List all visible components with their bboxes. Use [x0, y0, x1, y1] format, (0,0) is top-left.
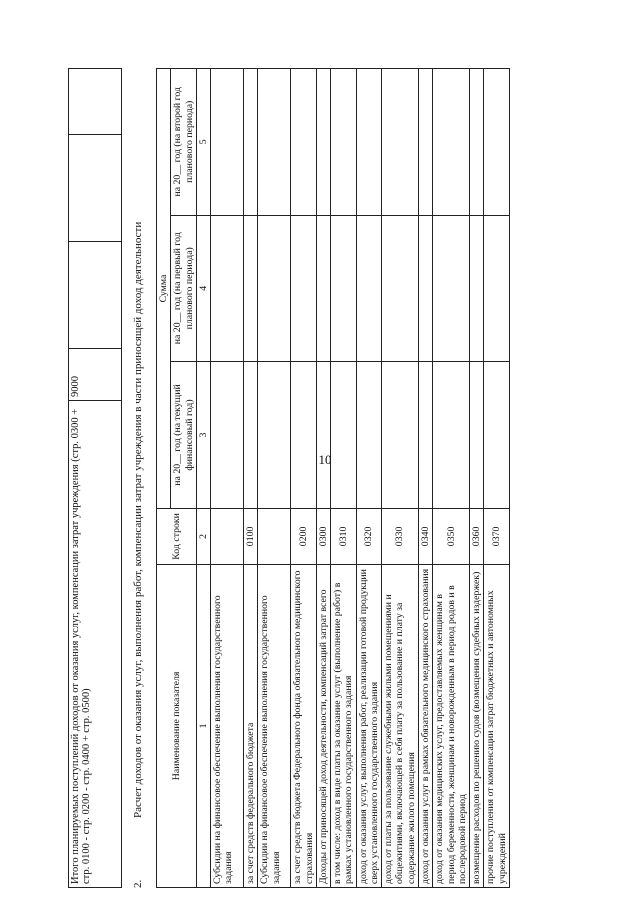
totals-table [68, 68, 122, 888]
row-name: возмещение расходов по решению судов (возмещения судебных издержек) [470, 564, 484, 887]
index-cell: 2 [196, 508, 210, 564]
row-name: Субсидии на финансовое обеспечение выполнения государственного задания [258, 564, 291, 887]
rotated-page-content [68, 58, 638, 888]
index-cell: 4 [196, 215, 210, 361]
table-row [356, 69, 382, 888]
row-code: 0300 [316, 508, 330, 564]
row-code: 0330 [382, 508, 419, 564]
totals-cell-3 [69, 69, 122, 135]
table-row [244, 69, 258, 888]
totals-cell-2 [69, 135, 122, 242]
row-code: 0100 [244, 508, 258, 564]
row-name: доход от оказания медицинских услуг, предоставляемых женщинам в период беременности, женщинам и новорожденным в период родов и в послеродовой период [433, 564, 470, 887]
row-code [258, 508, 291, 564]
row-code: 0200 [291, 508, 317, 564]
row-code: 0370 [484, 508, 510, 564]
row-name: за счет средств бюджета Федерального фонда обязательного медицинского страхования [291, 564, 317, 887]
page-number: 10 [318, 452, 332, 467]
totals-code: 9000 [69, 349, 122, 401]
section-number: 2. [132, 879, 144, 888]
table-row [211, 69, 244, 888]
row-name: в том числе: доход в виде платы за оказание услуг (выполнение работ) в рамках установленного государственного задания [331, 564, 357, 887]
table-row [382, 69, 419, 888]
row-code: 0350 [433, 508, 470, 564]
row-name: за счет средств федерального бюджета [244, 564, 258, 887]
column-index-row [196, 69, 210, 888]
row-code: 0310 [331, 508, 357, 564]
row-name: доход от платы за пользование служебными жилыми помещениями и общежитиями, включающей в себя плату за пользование и плату за содержание жилого помещения [382, 564, 419, 887]
row-code: 0320 [356, 508, 382, 564]
row-code: 0340 [418, 508, 432, 564]
section-heading [132, 68, 144, 888]
table-row [433, 69, 470, 888]
table-row [291, 69, 317, 888]
income-calculation-table [156, 68, 510, 888]
table-row [331, 69, 357, 888]
index-cell: 5 [196, 69, 210, 216]
table-row [258, 69, 291, 888]
header-sum: Сумма [157, 69, 171, 509]
table-row [316, 69, 330, 888]
index-cell: 3 [196, 362, 210, 509]
row-name: прочие поступления от компенсации затрат бюджетных и автономных учреждений [484, 564, 510, 887]
row-code [211, 508, 244, 564]
header-year-plan-2: на 20__ год (на второй год планового периода) [171, 69, 197, 216]
row-name: доход от оказания услуг, выполнения работ, реализации готовой продукции сверх установленного государственного задания [356, 564, 382, 887]
header-year-current: на 20__ год (на текущий финансовый год) [171, 362, 197, 509]
totals-cell-1 [69, 242, 122, 349]
header-name: Наименование показателя [157, 564, 197, 887]
table-row [470, 69, 484, 888]
table-row [484, 69, 510, 888]
row-name: доход от оказания услуг в рамках обязательного медицинского страхования [418, 564, 432, 887]
table-row [418, 69, 432, 888]
row-name: Субсидии на финансовое обеспечение выполнения государственного задания [211, 564, 244, 887]
totals-label: Итого планируемых поступлений доходов от оказания услуг, компенсации затрат учреждения (стр. 0300 + стр. 0100 - стр. 0200 - стр. 0400 + стр. 0500) [69, 401, 122, 888]
header-year-plan-1: на 20__ год (на первый год планового периода) [171, 215, 197, 361]
row-name: Доходы от приносящей доход деятельности, компенсаций затрат всего [316, 564, 330, 887]
section-title: Расчет доходов от оказания услуг, выполнения работ, компенсации затрат учреждения в части приносящей доход деятельности [132, 221, 144, 818]
index-cell: 1 [196, 564, 210, 887]
row-code: 0360 [470, 508, 484, 564]
header-code: Код строки [157, 508, 197, 564]
